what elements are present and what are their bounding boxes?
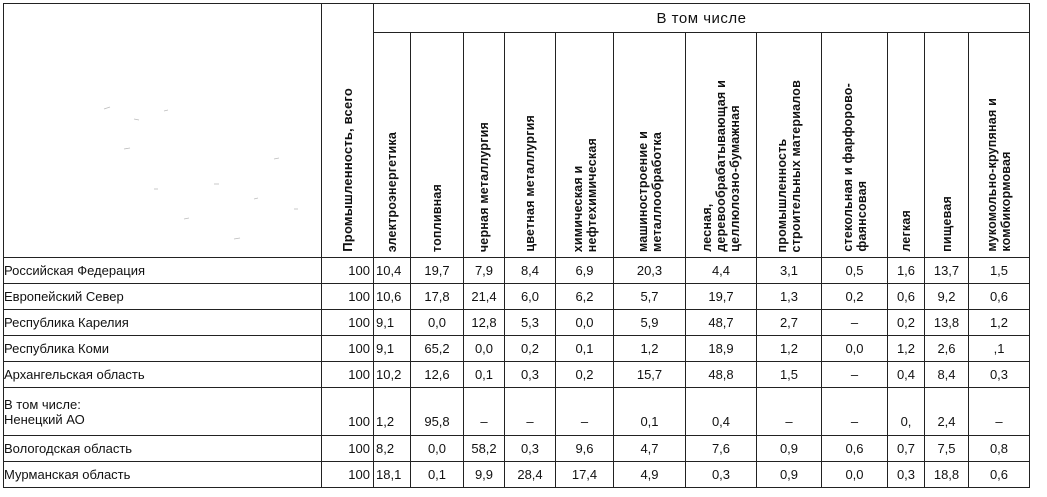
cell-value: 1,2 [888, 336, 925, 362]
column-header-label: легкая [899, 210, 913, 252]
cell-value: 100 [322, 436, 374, 462]
cell-value: 0,2 [822, 284, 888, 310]
column-header [888, 33, 925, 258]
cell-value: 13,8 [925, 310, 969, 336]
cell-value: 5,3 [505, 310, 556, 336]
cell-value: 100 [322, 388, 374, 436]
column-header [925, 33, 969, 258]
cell-value: ,1 [969, 336, 1030, 362]
group-header: В том числе [374, 4, 1030, 33]
cell-value: 5,9 [614, 310, 686, 336]
cell-value: 95,8 [411, 388, 464, 436]
cell-value: – [464, 388, 505, 436]
cell-value: 0,3 [888, 462, 925, 488]
cell-value: 0,1 [411, 462, 464, 488]
cell-value: 7,5 [925, 436, 969, 462]
cell-value: 0,3 [505, 436, 556, 462]
cell-value: 6,2 [556, 284, 614, 310]
column-header [556, 33, 614, 258]
cell-value: 0,0 [556, 310, 614, 336]
cell-value: 9,6 [556, 436, 614, 462]
cell-value: 0,9 [757, 436, 822, 462]
column-header [374, 33, 411, 258]
cell-value: 0,3 [969, 362, 1030, 388]
table-row [4, 462, 1030, 488]
cell-value: 0,3 [505, 362, 556, 388]
table-row [4, 388, 1030, 436]
cell-value: 13,7 [925, 258, 969, 284]
cell-value: 9,9 [464, 462, 505, 488]
cell-value: 0,2 [505, 336, 556, 362]
cell-value: 0,0 [411, 436, 464, 462]
cell-value: 0,1 [614, 388, 686, 436]
cell-value: 100 [322, 258, 374, 284]
cell-value: 6,9 [556, 258, 614, 284]
row-name: Республика Карелия [4, 310, 322, 336]
cell-value: 15,7 [614, 362, 686, 388]
cell-value: 58,2 [464, 436, 505, 462]
cell-value: 4,7 [614, 436, 686, 462]
industry-structure-table [3, 3, 1030, 488]
cell-value: 100 [322, 362, 374, 388]
column-header-total-label: Промышленность, всего [339, 88, 355, 252]
cell-value: 48,7 [686, 310, 757, 336]
cell-value: 10,4 [374, 258, 411, 284]
cell-value: 48,8 [686, 362, 757, 388]
cell-value: 0,9 [757, 462, 822, 488]
cell-value: 1,3 [757, 284, 822, 310]
table-row [4, 284, 1030, 310]
column-header-label: топливная [430, 183, 444, 252]
cell-value: 0,2 [556, 362, 614, 388]
cell-value: 0,7 [888, 436, 925, 462]
cell-value: – [822, 388, 888, 436]
cell-value: 10,6 [374, 284, 411, 310]
cell-value: 18,1 [374, 462, 411, 488]
cell-value: 20,3 [614, 258, 686, 284]
column-header [411, 33, 464, 258]
cell-value: – [556, 388, 614, 436]
cell-value: 100 [322, 336, 374, 362]
column-header-label: машиностроение и металлообработка [635, 131, 664, 252]
cell-value: 2,4 [925, 388, 969, 436]
column-header-label: пищевая [939, 196, 954, 252]
cell-value: 9,1 [374, 310, 411, 336]
column-header [614, 33, 686, 258]
cell-value: – [822, 362, 888, 388]
cell-value: 0,6 [822, 436, 888, 462]
column-header [464, 33, 505, 258]
cell-value: 1,2 [757, 336, 822, 362]
cell-value: 100 [322, 310, 374, 336]
cell-value: – [505, 388, 556, 436]
cell-value: 19,7 [411, 258, 464, 284]
cell-value: 8,4 [925, 362, 969, 388]
column-header-label: стекольная и фарфорово- фаянсовая [840, 83, 869, 252]
cell-value: 4,9 [614, 462, 686, 488]
cell-value: 28,4 [505, 462, 556, 488]
cell-value: 2,6 [925, 336, 969, 362]
cell-value: 0,0 [464, 336, 505, 362]
table-row [4, 436, 1030, 462]
cell-value: 0,2 [888, 310, 925, 336]
corner-scratches [94, 89, 322, 258]
column-header [686, 33, 757, 258]
row-name: Вологодская область [4, 436, 322, 462]
cell-value: 6,0 [505, 284, 556, 310]
cell-value: 7,9 [464, 258, 505, 284]
cell-value: – [757, 388, 822, 436]
row-name: В том числе: Ненецкий АО [4, 388, 322, 436]
column-header [969, 33, 1030, 258]
cell-value: 7,6 [686, 436, 757, 462]
cell-value: 0,4 [686, 388, 757, 436]
cell-value: 19,7 [686, 284, 757, 310]
cell-value: 100 [322, 462, 374, 488]
cell-value: 1,5 [757, 362, 822, 388]
column-header-label: промышленность строительных материалов [775, 79, 803, 252]
cell-value: 18,8 [925, 462, 969, 488]
cell-value: 0,6 [969, 462, 1030, 488]
cell-value: 2,7 [757, 310, 822, 336]
cell-value: – [822, 310, 888, 336]
column-header [505, 33, 556, 258]
cell-value: 1,5 [969, 258, 1030, 284]
table-row [4, 258, 1030, 284]
row-name: Европейский Север [4, 284, 322, 310]
cell-value: 0,6 [969, 284, 1030, 310]
cell-value: 0,0 [822, 336, 888, 362]
cell-value: 4,4 [686, 258, 757, 284]
cell-value: 0,0 [411, 310, 464, 336]
cell-value: 9,1 [374, 336, 411, 362]
cell-value: – [969, 388, 1030, 436]
row-name: Мурманская область [4, 462, 322, 488]
cell-value: 0,3 [686, 462, 757, 488]
cell-value: 100 [322, 284, 374, 310]
table-row [4, 336, 1030, 362]
column-header-label: черная металлургия [477, 121, 491, 252]
row-name: Архангельская область [4, 362, 322, 388]
row-name: Республика Коми [4, 336, 322, 362]
cell-value: 12,6 [411, 362, 464, 388]
cell-value: 17,4 [556, 462, 614, 488]
row-name: Российская Федерация [4, 258, 322, 284]
cell-value: 1,2 [374, 388, 411, 436]
cell-value: 1,2 [614, 336, 686, 362]
cell-value: 21,4 [464, 284, 505, 310]
cell-value: 65,2 [411, 336, 464, 362]
table-row [4, 310, 1030, 336]
cell-value: 0,5 [822, 258, 888, 284]
column-header-total [322, 4, 374, 258]
table-row [4, 362, 1030, 388]
corner-cell [4, 4, 322, 258]
cell-value: 8,2 [374, 436, 411, 462]
cell-value: 5,7 [614, 284, 686, 310]
cell-value: 1,6 [888, 258, 925, 284]
column-header [757, 33, 822, 258]
cell-value: 10,2 [374, 362, 411, 388]
cell-value: 0,6 [888, 284, 925, 310]
cell-value: 0,4 [888, 362, 925, 388]
column-header-label: химическая и нефтехимическая [570, 137, 599, 252]
column-header-label: электроэнергетика [385, 131, 399, 252]
cell-value: 9,2 [925, 284, 969, 310]
cell-value: 8,4 [505, 258, 556, 284]
cell-value: 18,9 [686, 336, 757, 362]
column-header-label: мукомольно-крупяная и комбикормовая [985, 98, 1013, 252]
column-header-label: цветная металлургия [523, 115, 537, 252]
cell-value: 1,2 [969, 310, 1030, 336]
cell-value: 17,8 [411, 284, 464, 310]
column-header [822, 33, 888, 258]
cell-value: 3,1 [757, 258, 822, 284]
column-header-label: лесная, деревообрабатывающая и целлюлозно-бумажная [700, 80, 742, 252]
cell-value: 12,8 [464, 310, 505, 336]
cell-value: 0,1 [556, 336, 614, 362]
cell-value: 0,1 [464, 362, 505, 388]
cell-value: 0, [888, 388, 925, 436]
cell-value: 0,8 [969, 436, 1030, 462]
cell-value: 0,0 [822, 462, 888, 488]
